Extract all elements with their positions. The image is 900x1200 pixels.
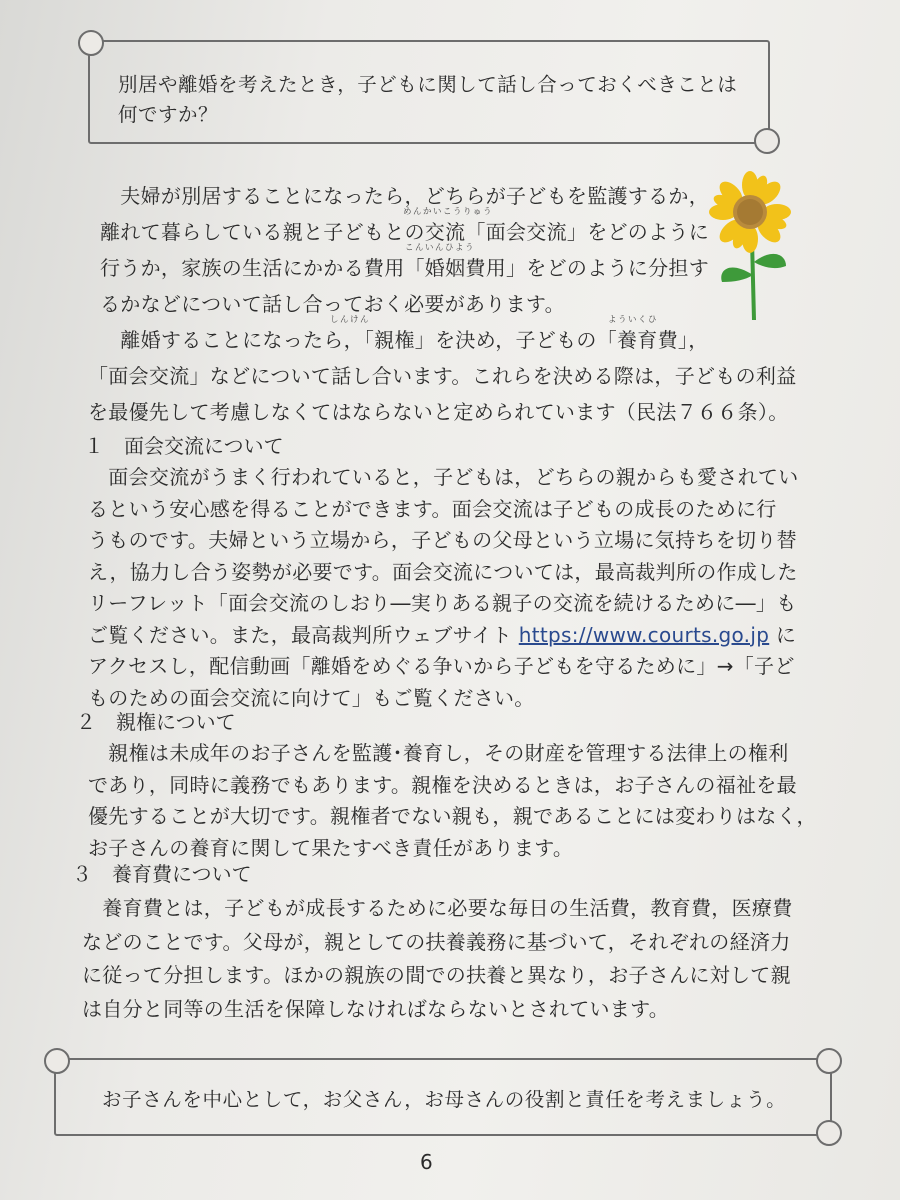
section-line: 優先することが大切です。親権者でない親も，親であることには変わりはなく， (88, 804, 817, 828)
intro-line: るかなどについて話し合っておく必要があります。 (100, 292, 565, 316)
section-line: であり，同時に義務でもあります。親権を決めるときは，お子さんの福祉を最 (88, 772, 797, 797)
section-link-line (88, 620, 799, 652)
section-1-body (88, 462, 799, 714)
ruby-shinken: しんけん (330, 315, 371, 325)
section-line: は自分と同等の生活を保障しなければならないとされています。 (82, 996, 670, 1021)
question-line-2: 何ですか？ (118, 103, 219, 126)
intro-line: を最優先して考慮しなくてはならないと定められています（民法７６６条）。 (88, 400, 789, 424)
scroll-curl-icon (816, 1120, 842, 1146)
intro-line: 夫婦が別居することになったら，どちらが子どもを監護するか， (100, 184, 709, 208)
ruby-youiku: よういくひ (608, 315, 659, 325)
section-2-body (88, 738, 817, 864)
section-line: お子さんの養育に関して果たすべき責任があります。 (88, 835, 574, 860)
scroll-curl-icon (754, 128, 780, 154)
question-box (88, 40, 770, 144)
closing-message: お子さんを中心として，お父さん，お母さんの役割と責任を考えましょう。 (102, 1088, 787, 1111)
section-heading-2: ２ 親権について (76, 710, 236, 734)
section-line: に従って分担します。ほかの親族の間での扶養と異なり，お子さんに対して親 (82, 963, 791, 987)
section-line: 面会交流がうまく行われていると，子どもは，どちらの親からも愛されてい (88, 465, 799, 489)
link-prefix: ご覧ください。また，最高裁判所ウェブサイト (88, 622, 519, 647)
ruby-konin: こんいんひよう (405, 243, 476, 253)
section-line: などのことです。父母が，親としての扶養義務に基づいて，それぞれの経済力 (82, 929, 791, 954)
section-line: るという安心感を得ることができます。面会交流は子どもの成長のために行 (88, 496, 777, 521)
intro-line: 離婚することになったら，「親権」を決め，子どもの「養育費」， (100, 328, 709, 352)
question-line-1: 別居や離婚を考えたとき，子どもに関して話し合っておくべきことは (118, 73, 738, 96)
intro-paragraph-cont (88, 358, 797, 430)
section-heading-3: ３ 養育費について (72, 862, 252, 886)
page-number: 6 (420, 1150, 433, 1174)
closing-box (54, 1058, 832, 1136)
section-heading-1: １ 面会交流について (84, 434, 284, 458)
section-3-body (82, 892, 793, 1026)
ruby-menkai: めんかいこうりゅう (403, 207, 494, 217)
section-line: アクセスし，配信動画「離婚をめぐる争いから子どもを守るために」→「子ど (88, 654, 795, 678)
sunflower-icon (700, 170, 810, 330)
section-line: え，協力し合う姿勢が必要です。面会交流については，最高裁判所の作成した (88, 559, 798, 584)
section-line: リーフレット「面会交流のしおり―実りある親子の交流を続けるために―」も (88, 591, 797, 615)
section-line: うものです。夫婦という立場から，子どもの父母という立場に気持ちを切り替 (88, 528, 797, 552)
section-line: ものための面会交流に向けて」もご覧ください。 (88, 685, 535, 710)
intro-line: 離れて暮らしている親と子どもとの交流「面会交流」をどのように (100, 220, 709, 244)
courts-website-link[interactable]: https://www.courts.go.jp (518, 622, 770, 647)
scroll-curl-icon (816, 1048, 842, 1074)
link-suffix: に (769, 622, 797, 647)
question-text (118, 70, 744, 130)
scroll-curl-icon (78, 30, 104, 56)
intro-line: 行うか，家族の生活にかかる費用「婚姻費用」をどのように分担す (100, 256, 709, 280)
section-line: 養育費とは，子どもが成長するために必要な毎日の生活費，教育費，医療費 (82, 896, 793, 920)
section-line: 親権は未成年のお子さんを監護･養育し，その財産を管理する法律上の権利 (88, 741, 789, 765)
scroll-curl-icon (44, 1048, 70, 1074)
intro-line: 「面会交流」などについて話し合います。これらを決める際は，子どもの利益 (88, 364, 797, 388)
